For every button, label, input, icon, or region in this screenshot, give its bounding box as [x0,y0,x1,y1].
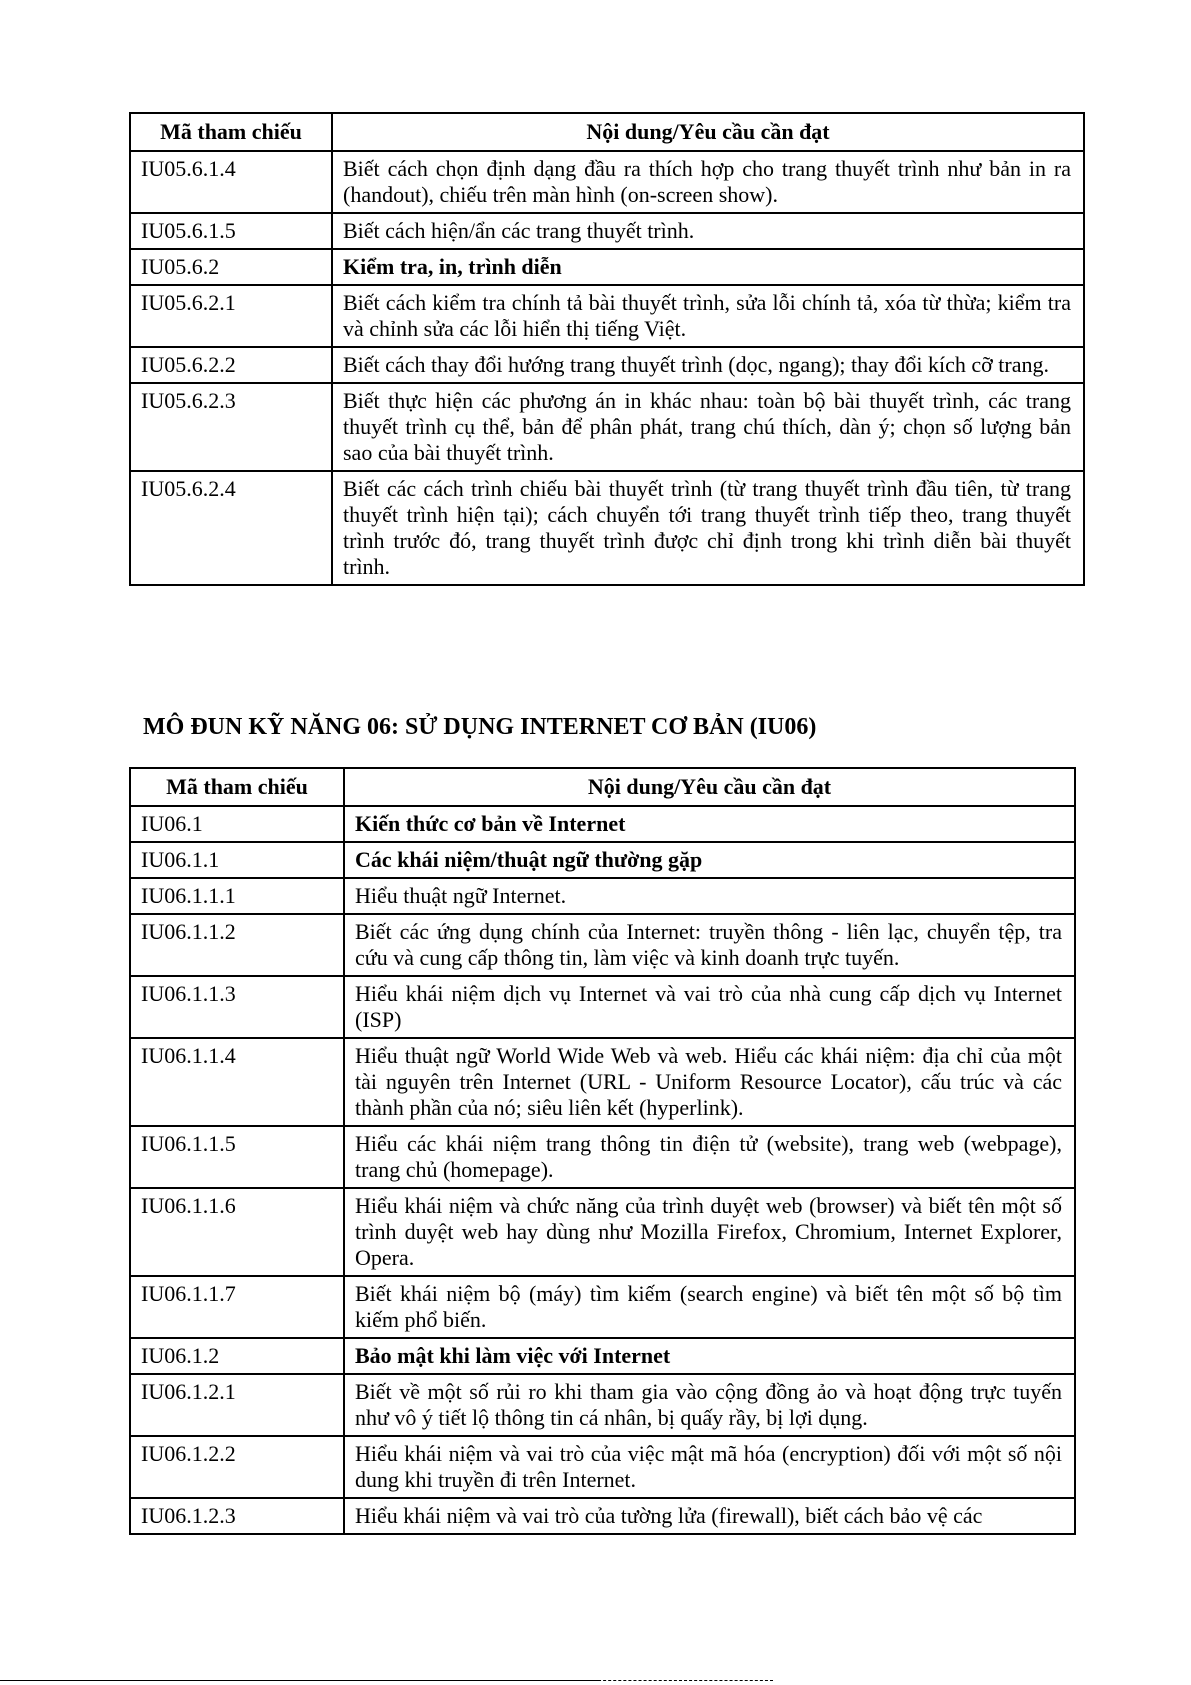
row-code: IU06.1.1.4 [130,1038,344,1126]
table-header-row [130,113,1084,151]
row-code: IU06.1.2.2 [130,1436,344,1498]
row-code: IU05.6.2.4 [130,471,332,585]
table-row [130,806,1075,842]
section-heading: MÔ ĐUN KỸ NĂNG 06: SỬ DỤNG INTERNET CƠ BẢN (IU06) [143,714,817,740]
row-content: Hiểu khái niệm dịch vụ Internet và vai trò của nhà cung cấp dịch vụ Internet (ISP) [344,976,1075,1038]
row-code: IU05.6.2.2 [130,347,332,383]
row-code: IU06.1.1.7 [130,1276,344,1338]
row-code: IU06.1.1.1 [130,878,344,914]
row-code: IU06.1.1.5 [130,1126,344,1188]
row-code: IU05.6.1.5 [130,213,332,249]
table-row [130,347,1084,383]
row-code: IU06.1.1 [130,842,344,878]
table-row [130,1188,1075,1276]
row-code: IU05.6.1.4 [130,151,332,213]
row-content: Biết các cách trình chiếu bài thuyết trình (từ trang thuyết trình đầu tiên, từ trang thuyết trình hiện tại); cách chuyển tới trang thuyết trình tiếp theo, trang thuyết trình trước đó, trang thuyết trình được chỉ định trong khi trình diễn bài thuyết trình. [332,471,1084,585]
table-row [130,383,1084,471]
table-row [130,1498,1075,1534]
row-content: Hiểu các khái niệm trang thông tin điện tử (website), trang web (webpage), trang chủ (homepage). [344,1126,1075,1188]
table-row [130,1276,1075,1338]
row-content: Bảo mật khi làm việc với Internet [344,1338,1075,1374]
row-code: IU06.1 [130,806,344,842]
row-content: Hiểu khái niệm và chức năng của trình duyệt web (browser) và biết tên một số trình duyệt web hay dùng như Mozilla Firefox, Chromium, Internet Explorer, Opera. [344,1188,1075,1276]
header-code: Mã tham chiếu [130,768,344,806]
table-row [130,1374,1075,1436]
table-row [130,1436,1075,1498]
requirements-table-iu06 [129,767,1076,1535]
table-row [130,842,1075,878]
row-content: Các khái niệm/thuật ngữ thường gặp [344,842,1075,878]
table-row [130,471,1084,585]
row-code: IU06.1.2 [130,1338,344,1374]
row-code: IU05.6.2.3 [130,383,332,471]
row-code: IU05.6.2 [130,249,332,285]
row-content: Hiểu khái niệm và vai trò của tường lửa (firewall), biết cách bảo vệ các [344,1498,1075,1534]
row-content: Kiểm tra, in, trình diễn [332,249,1084,285]
row-code: IU06.1.1.3 [130,976,344,1038]
requirements-table-iu05 [129,112,1085,586]
table-row [130,1038,1075,1126]
table-row [130,976,1075,1038]
row-code: IU06.1.1.2 [130,914,344,976]
table-row [130,914,1075,976]
row-content: Biết thực hiện các phương án in khác nhau: toàn bộ bài thuyết trình, các trang thuyết trình cụ thể, bản để phân phát, trang chú thích, dàn ý; chọn số lượng bản sao của bài thuyết trình. [332,383,1084,471]
row-code: IU06.1.2.3 [130,1498,344,1534]
header-content: Nội dung/Yêu cầu cần đạt [332,113,1084,151]
row-content: Hiểu thuật ngữ World Wide Web và web. Hiểu các khái niệm: địa chỉ của một tài nguyên trên Internet (URL - Uniform Resource Locator), cấu trúc và các thành phần của nó; siêu liên kết (hyperlink). [344,1038,1075,1126]
row-content: Biết các ứng dụng chính của Internet: truyền thông - liên lạc, chuyển tệp, tra cứu và cung cấp thông tin, làm việc và kinh doanh trực tuyến. [344,914,1075,976]
row-content: Biết khái niệm bộ (máy) tìm kiếm (search engine) và biết tên một số bộ tìm kiếm phổ biến. [344,1276,1075,1338]
table-row [130,213,1084,249]
footer-rule [0,1680,600,1681]
row-content: Biết cách chọn định dạng đầu ra thích hợp cho trang thuyết trình như bản in ra (handout), chiếu trên màn hình (on-screen show). [332,151,1084,213]
table-row [130,878,1075,914]
row-content: Hiểu khái niệm và vai trò của việc mật mã hóa (encryption) đối với một số nội dung khi truyền đi trên Internet. [344,1436,1075,1498]
table-row [130,151,1084,213]
row-code: IU06.1.1.6 [130,1188,344,1276]
row-content: Kiến thức cơ bản về Internet [344,806,1075,842]
row-code: IU06.1.2.1 [130,1374,344,1436]
table-row [130,1126,1075,1188]
table-row [130,1338,1075,1374]
row-code: IU05.6.2.1 [130,285,332,347]
row-content: Hiểu thuật ngữ Internet. [344,878,1075,914]
footer-rule-dashed [593,1680,773,1681]
header-content: Nội dung/Yêu cầu cần đạt [344,768,1075,806]
table-body [130,151,1084,585]
row-content: Biết cách hiện/ẩn các trang thuyết trình. [332,213,1084,249]
table-header-row [130,768,1075,806]
header-code: Mã tham chiếu [130,113,332,151]
table-row [130,249,1084,285]
table-body [130,806,1075,1534]
row-content: Biết cách thay đổi hướng trang thuyết trình (dọc, ngang); thay đổi kích cỡ trang. [332,347,1084,383]
table-row [130,285,1084,347]
row-content: Biết cách kiểm tra chính tả bài thuyết trình, sửa lỗi chính tả, xóa từ thừa; kiểm tra và chỉnh sửa các lỗi hiển thị tiếng Việt. [332,285,1084,347]
row-content: Biết về một số rủi ro khi tham gia vào cộng đồng ảo và hoạt động trực tuyến như vô ý tiết lộ thông tin cá nhân, bị quấy rầy, bị lợi dụng. [344,1374,1075,1436]
